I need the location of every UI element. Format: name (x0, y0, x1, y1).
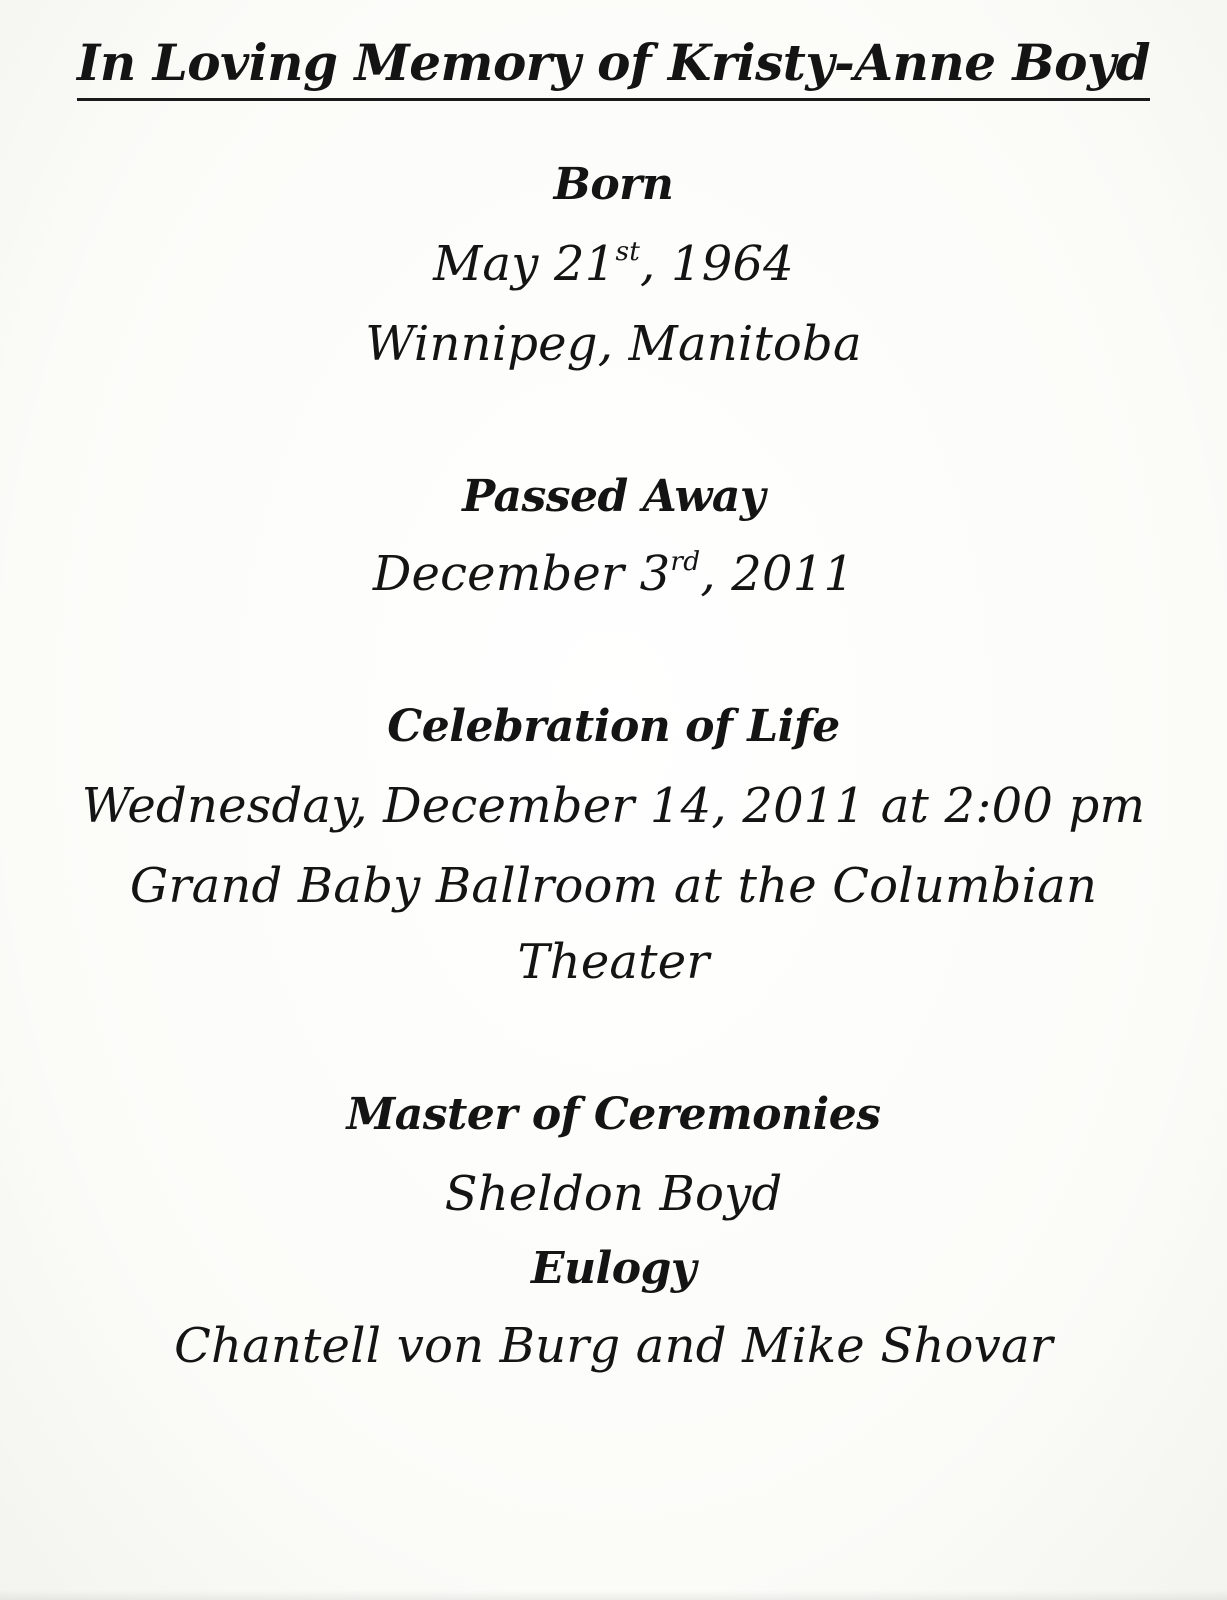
born-date-main: May 21 (433, 236, 616, 292)
passed-away-heading: Passed Away (462, 471, 765, 522)
eulogy-names: Chantell von Burg and Mike Shovar (174, 1318, 1053, 1374)
born-heading: Born (553, 159, 674, 210)
celebration-venue-line-2: Theater (517, 934, 710, 990)
born-date-suffix: st (615, 236, 641, 268)
born-place: Winnipeg, Manitoba (365, 316, 862, 372)
born-date (0, 236, 1227, 292)
celebration-datetime: Wednesday, December 14, 2011 at 2:00 pm (81, 778, 1146, 834)
master-of-ceremonies-heading: Master of Ceremonies (346, 1089, 881, 1140)
memorial-title-text: In Loving Memory of Kristy-Anne Boyd (77, 33, 1150, 101)
memorial-title (0, 33, 1227, 92)
born-date-year: , 1964 (640, 236, 794, 292)
paper-edge-shadow (0, 1590, 1227, 1600)
eulogy-heading: Eulogy (531, 1243, 696, 1294)
passed-date-main: December 3 (372, 546, 671, 602)
passed-date-suffix: rd (670, 546, 701, 578)
celebration-venue-line-1: Grand Baby Ballroom at the Columbian (129, 858, 1098, 914)
master-of-ceremonies-name: Sheldon Boyd (444, 1166, 783, 1222)
passed-date-year: , 2011 (700, 546, 855, 602)
celebration-heading: Celebration of Life (387, 701, 840, 752)
passed-away-date (0, 546, 1227, 602)
